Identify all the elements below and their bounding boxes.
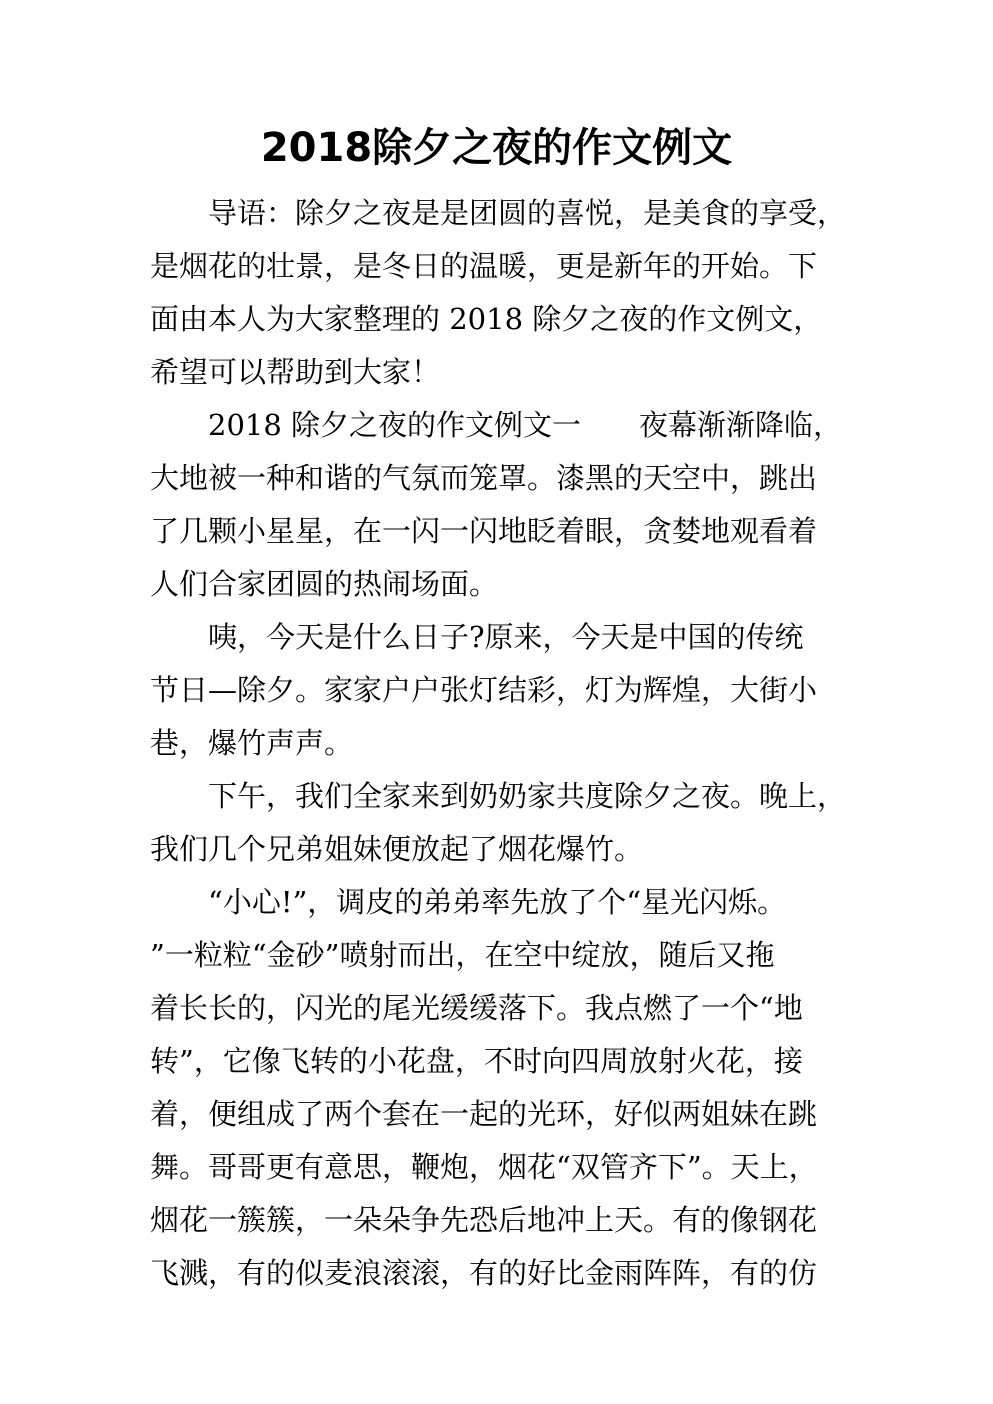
text-line: 节日—除夕。家家户户张灯结彩，灯为辉煌，大街小 xyxy=(150,673,818,707)
document-title: 2018除夕之夜的作文例文 xyxy=(260,125,733,171)
text-line: 2018 除夕之夜的作文例文一 夜幕渐渐降临， xyxy=(208,408,843,442)
text-line: “小心!”，调皮的弟弟率先放了个“星光闪烁。 xyxy=(208,885,787,919)
text-line: 导语：除夕之夜是是团圆的喜悦，是美食的享受， xyxy=(208,196,847,230)
text-line: ”一粒粒“金砂”喷射而出，在空中绽放，随后又拖 xyxy=(150,938,775,972)
text-line: 了几颗小星星，在一闪一闪地眨着眼，贪婪地观看着 xyxy=(150,514,818,548)
text-line: 希望可以帮助到大家！ xyxy=(150,355,441,389)
text-line: 转”，它像飞转的小花盘，不时向四周放射火花，接 xyxy=(150,1044,803,1078)
text-line: 大地被一种和谐的气氛而笼罩。漆黑的天空中，跳出 xyxy=(150,461,818,495)
text-line: 巷，爆竹声声。 xyxy=(150,726,354,760)
text-line: 下午，我们全家来到奶奶家共度除夕之夜。晚上， xyxy=(208,779,847,813)
text-line: 飞溅，有的似麦浪滚滚，有的好比金雨阵阵，有的仿 xyxy=(150,1256,818,1290)
text-line: 面由本人为大家整理的 2018 除夕之夜的作文例文， xyxy=(150,302,823,336)
text-line: 咦，今天是什么日子?原来，今天是中国的传统 xyxy=(208,620,804,654)
text-line: 我们几个兄弟姐妹便放起了烟花爆竹。 xyxy=(150,832,644,866)
text-line: 舞。哥哥更有意思，鞭炮，烟花“双管齐下”。天上， xyxy=(150,1150,818,1184)
text-line: 着长长的，闪光的尾光缓缓落下。我点燃了一个“地 xyxy=(150,991,803,1025)
text-line: 是烟花的壮景，是冬日的温暖，更是新年的开始。下 xyxy=(150,249,818,283)
text-line: 烟花一簇簇，一朵朵争先恐后地冲上天。有的像钢花 xyxy=(150,1203,818,1237)
text-line: 人们合家团圆的热闹场面。 xyxy=(150,567,499,601)
text-line: 着，便组成了两个套在一起的光环，好似两姐妹在跳 xyxy=(150,1097,818,1131)
